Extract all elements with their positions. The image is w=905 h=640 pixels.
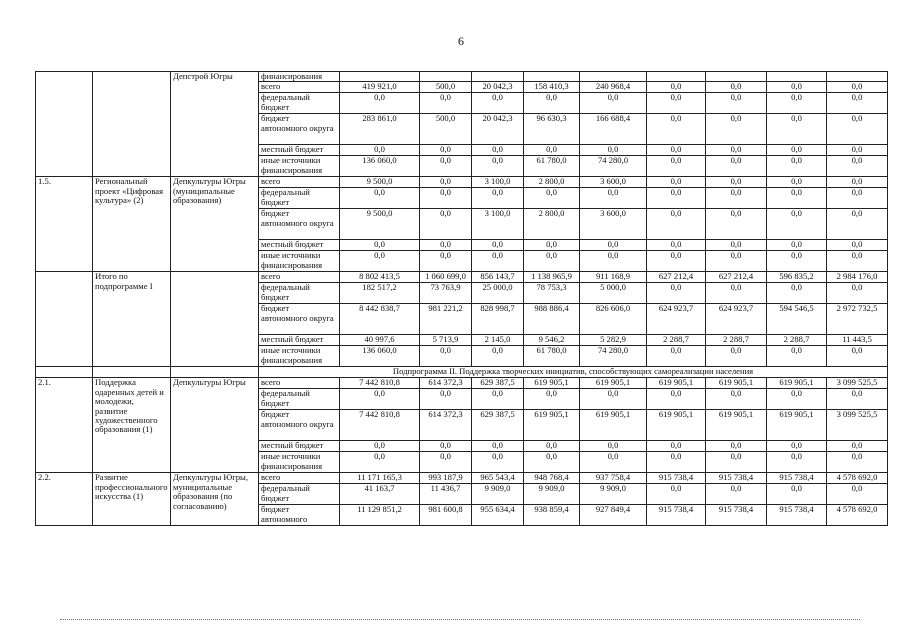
amount-cell: 0,0 bbox=[706, 209, 767, 240]
amount-cell: 240 968,4 bbox=[580, 82, 647, 93]
funding-source: бюджет автономного округа bbox=[259, 114, 340, 145]
amount-cell: 0,0 bbox=[340, 93, 420, 114]
amount-cell: 136 060,0 bbox=[340, 346, 420, 367]
amount-cell: 25 000,0 bbox=[472, 283, 524, 304]
amount-cell bbox=[420, 72, 472, 82]
amount-cell: 619 905,1 bbox=[647, 410, 706, 441]
amount-cell: 0,0 bbox=[706, 346, 767, 367]
amount-cell: 0,0 bbox=[524, 389, 580, 410]
amount-cell: 614 372,3 bbox=[420, 378, 472, 389]
amount-cell bbox=[340, 72, 420, 82]
amount-cell bbox=[472, 72, 524, 82]
amount-cell: 0,0 bbox=[647, 389, 706, 410]
amount-cell: 0,0 bbox=[340, 251, 420, 272]
amount-cell: 1 060 699,0 bbox=[420, 272, 472, 283]
amount-cell: 619 905,1 bbox=[580, 378, 647, 389]
amount-cell: 0,0 bbox=[647, 156, 706, 177]
amount-cell: 0,0 bbox=[340, 441, 420, 452]
amount-cell: 74 280,0 bbox=[580, 156, 647, 177]
amount-cell: 0,0 bbox=[706, 452, 767, 473]
amount-cell: 166 688,4 bbox=[580, 114, 647, 145]
amount-cell: 594 546,5 bbox=[767, 304, 827, 335]
funding-source: федеральный бюджет bbox=[259, 283, 340, 304]
amount-cell bbox=[580, 72, 647, 82]
amount-cell: 0,0 bbox=[706, 93, 767, 114]
amount-cell: 0,0 bbox=[420, 441, 472, 452]
amount-cell: 629 387,5 bbox=[472, 378, 524, 389]
amount-cell: 0,0 bbox=[420, 346, 472, 367]
amount-cell: 0,0 bbox=[767, 114, 827, 145]
table-row bbox=[36, 473, 888, 484]
amount-cell: 619 905,1 bbox=[580, 410, 647, 441]
amount-cell: 0,0 bbox=[340, 240, 420, 251]
amount-cell: 0,0 bbox=[647, 346, 706, 367]
amount-cell: 0,0 bbox=[420, 156, 472, 177]
amount-cell: 158 410,3 bbox=[524, 82, 580, 93]
amount-cell: 0,0 bbox=[827, 251, 888, 272]
amount-cell: 0,0 bbox=[827, 283, 888, 304]
amount-cell: 911 168,9 bbox=[580, 272, 647, 283]
amount-cell: 619 905,1 bbox=[524, 378, 580, 389]
table-row bbox=[36, 272, 888, 283]
amount-cell: 8 442 838,7 bbox=[340, 304, 420, 335]
amount-cell: 2 984 176,0 bbox=[827, 272, 888, 283]
amount-cell: 0,0 bbox=[580, 452, 647, 473]
amount-cell: 61 780,0 bbox=[524, 346, 580, 367]
amount-cell: 0,0 bbox=[706, 251, 767, 272]
amount-cell: 2 145,0 bbox=[472, 335, 524, 346]
amount-cell: 4 578 692,0 bbox=[827, 505, 888, 526]
item-executor: Депкультуры Югры, муниципальные образования (по согласованию) bbox=[171, 473, 259, 526]
amount-cell: 0,0 bbox=[524, 145, 580, 156]
amount-cell: 5 282,9 bbox=[580, 335, 647, 346]
amount-cell: 0,0 bbox=[420, 452, 472, 473]
amount-cell: 2 800,0 bbox=[524, 177, 580, 188]
amount-cell: 624 923,7 bbox=[647, 304, 706, 335]
amount-cell bbox=[827, 72, 888, 82]
funding-source: местный бюджет bbox=[259, 145, 340, 156]
amount-cell: 2 288,7 bbox=[706, 335, 767, 346]
funding-source: иные источники финансирования bbox=[259, 452, 340, 473]
funding-source: федеральный бюджет bbox=[259, 188, 340, 209]
amount-cell: 2 288,7 bbox=[647, 335, 706, 346]
amount-cell: 0,0 bbox=[647, 82, 706, 93]
amount-cell: 0,0 bbox=[767, 389, 827, 410]
scan-artifact-line bbox=[60, 619, 860, 620]
amount-cell: 0,0 bbox=[706, 145, 767, 156]
amount-cell: 0,0 bbox=[647, 240, 706, 251]
amount-cell: 955 634,4 bbox=[472, 505, 524, 526]
amount-cell: 915 738,4 bbox=[767, 505, 827, 526]
amount-cell: 0,0 bbox=[472, 240, 524, 251]
amount-cell: 0,0 bbox=[647, 484, 706, 505]
amount-cell: 0,0 bbox=[524, 441, 580, 452]
amount-cell: 11 443,5 bbox=[827, 335, 888, 346]
funding-source: всего bbox=[259, 272, 340, 283]
amount-cell: 0,0 bbox=[827, 240, 888, 251]
amount-cell bbox=[767, 72, 827, 82]
amount-cell: 0,0 bbox=[767, 346, 827, 367]
table-row bbox=[36, 72, 888, 82]
amount-cell: 0,0 bbox=[580, 188, 647, 209]
amount-cell: 9 546,2 bbox=[524, 335, 580, 346]
empty-cell bbox=[93, 367, 171, 378]
amount-cell: 0,0 bbox=[472, 452, 524, 473]
amount-cell: 0,0 bbox=[647, 145, 706, 156]
amount-cell: 61 780,0 bbox=[524, 156, 580, 177]
amount-cell: 0,0 bbox=[767, 82, 827, 93]
amount-cell: 0,0 bbox=[706, 441, 767, 452]
amount-cell: 0,0 bbox=[472, 145, 524, 156]
funding-source: бюджет автономного округа bbox=[259, 209, 340, 240]
amount-cell: 0,0 bbox=[706, 389, 767, 410]
amount-cell: 40 997,6 bbox=[340, 335, 420, 346]
amount-cell: 11 171 165,3 bbox=[340, 473, 420, 484]
table-row bbox=[36, 378, 888, 389]
amount-cell: 136 060,0 bbox=[340, 156, 420, 177]
amount-cell: 619 905,1 bbox=[524, 410, 580, 441]
amount-cell: 0,0 bbox=[706, 188, 767, 209]
amount-cell: 182 517,2 bbox=[340, 283, 420, 304]
amount-cell: 0,0 bbox=[472, 441, 524, 452]
amount-cell: 0,0 bbox=[524, 188, 580, 209]
funding-source: федеральный бюджет bbox=[259, 389, 340, 410]
amount-cell: 927 849,4 bbox=[580, 505, 647, 526]
item-name: Развитие профессионального искусства (1) bbox=[93, 473, 171, 526]
amount-cell: 0,0 bbox=[580, 441, 647, 452]
amount-cell: 0,0 bbox=[827, 114, 888, 145]
amount-cell: 981 221,2 bbox=[420, 304, 472, 335]
funding-source: иные источники финансирования bbox=[259, 156, 340, 177]
amount-cell: 500,0 bbox=[420, 82, 472, 93]
amount-cell: 5 713,9 bbox=[420, 335, 472, 346]
amount-cell: 0,0 bbox=[472, 346, 524, 367]
amount-cell: 0,0 bbox=[420, 145, 472, 156]
subprogram-title: Подпрограмма II. Поддержка творческих инициатив, способствующих самореализации населения bbox=[259, 367, 888, 378]
amount-cell: 0,0 bbox=[827, 346, 888, 367]
amount-cell: 419 921,0 bbox=[340, 82, 420, 93]
amount-cell: 0,0 bbox=[524, 452, 580, 473]
amount-cell: 915 738,4 bbox=[647, 505, 706, 526]
amount-cell: 41 163,7 bbox=[340, 484, 420, 505]
amount-cell: 0,0 bbox=[420, 188, 472, 209]
amount-cell: 9 500,0 bbox=[340, 177, 420, 188]
amount-cell: 2 972 732,5 bbox=[827, 304, 888, 335]
item-number bbox=[36, 72, 93, 177]
amount-cell: 500,0 bbox=[420, 114, 472, 145]
table-row bbox=[36, 177, 888, 188]
amount-cell: 11 436,7 bbox=[420, 484, 472, 505]
amount-cell: 4 578 692,0 bbox=[827, 473, 888, 484]
amount-cell: 0,0 bbox=[647, 441, 706, 452]
funding-source: всего bbox=[259, 82, 340, 93]
amount-cell: 0,0 bbox=[420, 240, 472, 251]
amount-cell: 0,0 bbox=[472, 93, 524, 114]
amount-cell: 0,0 bbox=[420, 177, 472, 188]
amount-cell: 915 738,4 bbox=[706, 505, 767, 526]
amount-cell: 915 738,4 bbox=[647, 473, 706, 484]
amount-cell: 8 802 413,5 bbox=[340, 272, 420, 283]
amount-cell: 0,0 bbox=[827, 177, 888, 188]
amount-cell: 0,0 bbox=[827, 145, 888, 156]
amount-cell: 9 909,0 bbox=[580, 484, 647, 505]
item-number: 2.2. bbox=[36, 473, 93, 526]
amount-cell: 624 923,7 bbox=[706, 304, 767, 335]
amount-cell: 0,0 bbox=[767, 251, 827, 272]
amount-cell: 0,0 bbox=[580, 240, 647, 251]
funding-source: всего bbox=[259, 378, 340, 389]
budget-table bbox=[35, 71, 888, 526]
empty-cell bbox=[36, 367, 93, 378]
amount-cell: 0,0 bbox=[420, 93, 472, 114]
amount-cell: 0,0 bbox=[767, 209, 827, 240]
item-name bbox=[93, 72, 171, 177]
amount-cell: 3 099 525,5 bbox=[827, 410, 888, 441]
funding-source: иные источники финансирования bbox=[259, 346, 340, 367]
amount-cell: 826 606,0 bbox=[580, 304, 647, 335]
amount-cell: 0,0 bbox=[767, 156, 827, 177]
amount-cell: 0,0 bbox=[647, 114, 706, 145]
amount-cell: 0,0 bbox=[767, 145, 827, 156]
amount-cell: 3 600,0 bbox=[580, 209, 647, 240]
amount-cell: 0,0 bbox=[580, 93, 647, 114]
amount-cell: 0,0 bbox=[580, 145, 647, 156]
funding-source: всего bbox=[259, 177, 340, 188]
item-number bbox=[36, 272, 93, 367]
amount-cell: 9 909,0 bbox=[524, 484, 580, 505]
amount-cell: 9 500,0 bbox=[340, 209, 420, 240]
amount-cell: 828 998,7 bbox=[472, 304, 524, 335]
amount-cell: 619 905,1 bbox=[706, 410, 767, 441]
amount-cell: 0,0 bbox=[827, 93, 888, 114]
amount-cell: 614 372,3 bbox=[420, 410, 472, 441]
amount-cell: 3 099 525,5 bbox=[827, 378, 888, 389]
amount-cell: 0,0 bbox=[472, 251, 524, 272]
amount-cell: 0,0 bbox=[524, 93, 580, 114]
amount-cell: 619 905,1 bbox=[647, 378, 706, 389]
amount-cell: 0,0 bbox=[706, 283, 767, 304]
amount-cell: 0,0 bbox=[827, 209, 888, 240]
amount-cell: 0,0 bbox=[420, 389, 472, 410]
funding-source: иные источники финансирования bbox=[259, 251, 340, 272]
amount-cell: 0,0 bbox=[767, 93, 827, 114]
amount-cell: 1 138 965,9 bbox=[524, 272, 580, 283]
amount-cell: 0,0 bbox=[472, 389, 524, 410]
item-executor bbox=[171, 272, 259, 367]
amount-cell: 96 630,3 bbox=[524, 114, 580, 145]
amount-cell: 0,0 bbox=[827, 441, 888, 452]
amount-cell: 0,0 bbox=[767, 240, 827, 251]
funding-source: федеральный бюджет bbox=[259, 93, 340, 114]
amount-cell: 0,0 bbox=[767, 283, 827, 304]
amount-cell: 3 100,0 bbox=[472, 177, 524, 188]
amount-cell: 2 800,0 bbox=[524, 209, 580, 240]
amount-cell: 283 861,0 bbox=[340, 114, 420, 145]
amount-cell: 7 442 810,8 bbox=[340, 378, 420, 389]
item-executor: Депстрой Югры bbox=[171, 72, 259, 177]
amount-cell: 993 187,9 bbox=[420, 473, 472, 484]
amount-cell: 0,0 bbox=[706, 484, 767, 505]
funding-source: местный бюджет bbox=[259, 335, 340, 346]
amount-cell: 3 600,0 bbox=[580, 177, 647, 188]
amount-cell: 0,0 bbox=[647, 188, 706, 209]
amount-cell: 0,0 bbox=[827, 82, 888, 93]
amount-cell: 596 835,2 bbox=[767, 272, 827, 283]
amount-cell: 0,0 bbox=[767, 441, 827, 452]
amount-cell: 3 100,0 bbox=[472, 209, 524, 240]
amount-cell: 0,0 bbox=[524, 240, 580, 251]
amount-cell: 948 768,4 bbox=[524, 473, 580, 484]
amount-cell: 0,0 bbox=[647, 283, 706, 304]
amount-cell: 0,0 bbox=[647, 93, 706, 114]
funding-source: федеральный бюджет bbox=[259, 484, 340, 505]
amount-cell: 0,0 bbox=[340, 389, 420, 410]
amount-cell: 915 738,4 bbox=[767, 473, 827, 484]
amount-cell: 981 600,8 bbox=[420, 505, 472, 526]
funding-source: местный бюджет bbox=[259, 441, 340, 452]
amount-cell: 938 859,4 bbox=[524, 505, 580, 526]
amount-cell: 0,0 bbox=[524, 251, 580, 272]
amount-cell: 0,0 bbox=[647, 177, 706, 188]
amount-cell: 627 212,4 bbox=[706, 272, 767, 283]
funding-source: местный бюджет bbox=[259, 240, 340, 251]
funding-source: бюджет автономного округа bbox=[259, 304, 340, 335]
amount-cell: 619 905,1 bbox=[706, 378, 767, 389]
empty-cell bbox=[171, 367, 259, 378]
amount-cell: 0,0 bbox=[767, 452, 827, 473]
amount-cell: 0,0 bbox=[340, 145, 420, 156]
subprogram-row bbox=[36, 367, 888, 378]
amount-cell bbox=[706, 72, 767, 82]
amount-cell: 0,0 bbox=[767, 188, 827, 209]
amount-cell: 20 042,3 bbox=[472, 82, 524, 93]
amount-cell: 0,0 bbox=[706, 82, 767, 93]
item-name: Итого по подпрограмме I bbox=[93, 272, 171, 367]
amount-cell: 629 387,5 bbox=[472, 410, 524, 441]
amount-cell: 0,0 bbox=[706, 156, 767, 177]
amount-cell: 0,0 bbox=[472, 188, 524, 209]
amount-cell: 0,0 bbox=[827, 484, 888, 505]
amount-cell: 0,0 bbox=[420, 251, 472, 272]
item-number: 2.1. bbox=[36, 378, 93, 473]
amount-cell: 20 042,3 bbox=[472, 114, 524, 145]
amount-cell: 619 905,1 bbox=[767, 410, 827, 441]
funding-source: бюджет автономного округа bbox=[259, 410, 340, 441]
amount-cell: 0,0 bbox=[647, 251, 706, 272]
amount-cell: 7 442 810,8 bbox=[340, 410, 420, 441]
item-executor: Депкультуры Югры bbox=[171, 378, 259, 473]
amount-cell: 11 129 851,2 bbox=[340, 505, 420, 526]
amount-cell: 0,0 bbox=[827, 452, 888, 473]
amount-cell: 74 280,0 bbox=[580, 346, 647, 367]
amount-cell: 73 763,9 bbox=[420, 283, 472, 304]
amount-cell: 915 738,4 bbox=[706, 473, 767, 484]
amount-cell: 856 143,7 bbox=[472, 272, 524, 283]
amount-cell: 5 000,0 bbox=[580, 283, 647, 304]
amount-cell: 0,0 bbox=[827, 188, 888, 209]
amount-cell: 0,0 bbox=[827, 389, 888, 410]
amount-cell: 937 758,4 bbox=[580, 473, 647, 484]
amount-cell: 627 212,4 bbox=[647, 272, 706, 283]
amount-cell: 0,0 bbox=[580, 389, 647, 410]
amount-cell: 0,0 bbox=[706, 114, 767, 145]
item-name: Региональный проект «Цифровая культура» (2) bbox=[93, 177, 171, 272]
amount-cell: 0,0 bbox=[420, 209, 472, 240]
amount-cell: 619 905,1 bbox=[767, 378, 827, 389]
amount-cell: 0,0 bbox=[340, 188, 420, 209]
amount-cell: 0,0 bbox=[827, 156, 888, 177]
amount-cell: 2 288,7 bbox=[767, 335, 827, 346]
page-number: 6 bbox=[458, 34, 464, 48]
funding-source: всего bbox=[259, 473, 340, 484]
amount-cell: 965 543,4 bbox=[472, 473, 524, 484]
funding-source: финансирования bbox=[259, 72, 340, 82]
amount-cell: 0,0 bbox=[472, 156, 524, 177]
item-name: Поддержка одаренных детей и молодежи, развитие художественного образования (1) bbox=[93, 378, 171, 473]
amount-cell: 0,0 bbox=[706, 240, 767, 251]
funding-source: бюджет автономного bbox=[259, 505, 340, 526]
amount-cell: 0,0 bbox=[706, 177, 767, 188]
item-number: 1.5. bbox=[36, 177, 93, 272]
amount-cell: 0,0 bbox=[340, 452, 420, 473]
amount-cell: 0,0 bbox=[767, 177, 827, 188]
amount-cell: 988 886,4 bbox=[524, 304, 580, 335]
amount-cell: 0,0 bbox=[580, 251, 647, 272]
amount-cell bbox=[647, 72, 706, 82]
amount-cell: 9 909,0 bbox=[472, 484, 524, 505]
amount-cell: 78 753,3 bbox=[524, 283, 580, 304]
amount-cell bbox=[524, 72, 580, 82]
amount-cell: 0,0 bbox=[647, 452, 706, 473]
amount-cell: 0,0 bbox=[647, 209, 706, 240]
amount-cell: 0,0 bbox=[767, 484, 827, 505]
item-executor: Депкультуры Югры (муниципальные образования) bbox=[171, 177, 259, 272]
